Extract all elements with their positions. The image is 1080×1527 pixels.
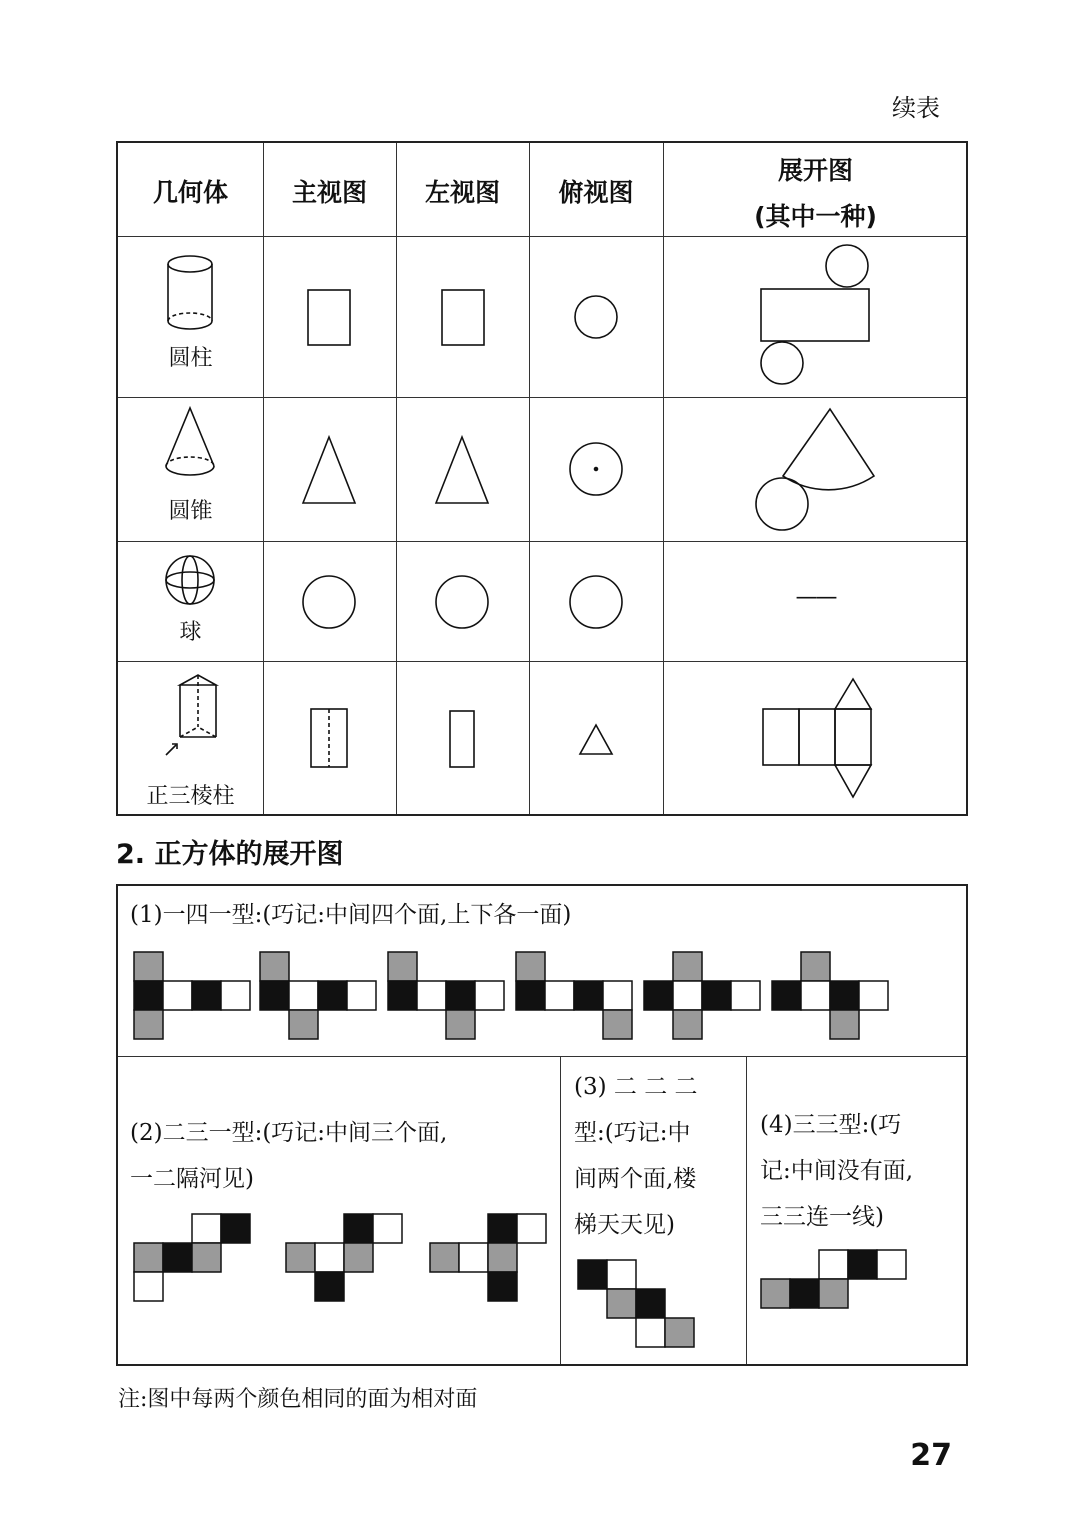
cube-face	[221, 981, 250, 1010]
net-4-1	[761, 1250, 906, 1308]
sphere-net-dash: ——	[795, 585, 836, 610]
label-cone: 圆锥	[168, 499, 213, 524]
cube-face	[315, 1243, 344, 1272]
cube-face	[388, 981, 417, 1010]
type3-line2: 型:(巧记:中	[574, 1120, 691, 1146]
sphere-left-circle	[436, 576, 488, 628]
cube-face	[801, 981, 830, 1010]
prism-top-triangle	[580, 725, 612, 754]
cube-face	[347, 981, 376, 1010]
cube-face	[260, 981, 289, 1010]
prism-net	[763, 679, 871, 797]
cube-face	[315, 1272, 344, 1301]
cube-face	[790, 1279, 819, 1308]
cube-face	[636, 1318, 665, 1347]
cube-face	[801, 952, 830, 981]
cube-face	[475, 981, 504, 1010]
continued-label: 续表	[892, 94, 940, 122]
net-2-2	[286, 1214, 402, 1301]
cube-face	[603, 1010, 632, 1039]
cube-face	[446, 1010, 475, 1039]
prism-left-rect	[450, 711, 474, 767]
cube-face	[877, 1250, 906, 1279]
net-1-1	[134, 952, 250, 1039]
type4-line3: 三三连一线)	[760, 1204, 884, 1230]
cube-face	[373, 1214, 402, 1243]
cube-face	[260, 952, 289, 981]
cube-face	[516, 952, 545, 981]
cube-face	[702, 981, 731, 1010]
cube-nets-table	[116, 884, 968, 1366]
cylinder-top-circle	[575, 296, 617, 338]
cylinder-net	[761, 245, 869, 384]
cube-face	[673, 981, 702, 1010]
type3-line4: 梯天天见)	[574, 1212, 675, 1238]
cube-face	[388, 952, 417, 981]
net-2-1	[134, 1214, 250, 1301]
cube-face	[603, 981, 632, 1010]
cube-face	[289, 1010, 318, 1039]
cube-nets-drawing	[118, 886, 968, 1366]
type2-line1: (2)二三一型:(巧记:中间三个面,	[130, 1120, 448, 1146]
cube-face	[673, 1010, 702, 1039]
cylinder-icon	[168, 256, 212, 329]
label-triangular-prism: 正三棱柱	[146, 784, 235, 809]
cube-face	[772, 981, 801, 1010]
cube-face	[134, 981, 163, 1010]
net-1-2	[260, 952, 376, 1039]
cube-face	[344, 1243, 373, 1272]
prism-front-view	[311, 709, 347, 767]
cube-face	[574, 981, 603, 1010]
type3-line1: (3) 二 二 二	[574, 1074, 698, 1100]
cube-face	[163, 981, 192, 1010]
header-net: 展开图	[777, 156, 853, 185]
cube-face	[644, 981, 673, 1010]
cube-face	[607, 1260, 636, 1289]
header-solid: 几何体	[152, 178, 228, 207]
header-left-view: 左视图	[424, 178, 500, 207]
cube-face	[192, 1214, 221, 1243]
cube-face	[134, 1272, 163, 1301]
net-3-1	[578, 1260, 694, 1347]
cube-face	[318, 981, 347, 1010]
note: 注:图中每两个颜色相同的面为相对面	[118, 1387, 478, 1412]
net-1-3	[388, 952, 504, 1039]
cone-icon	[166, 408, 214, 475]
type2-line2: 一二隔河见)	[130, 1166, 254, 1192]
net-1-5	[644, 952, 760, 1039]
cube-face	[517, 1214, 546, 1243]
cube-face	[289, 981, 318, 1010]
cube-face	[221, 1214, 250, 1243]
cylinder-row-figures	[118, 143, 968, 816]
cube-face	[830, 1010, 859, 1039]
cube-face	[578, 1260, 607, 1289]
sphere-front-circle	[303, 576, 355, 628]
cube-face	[134, 1243, 163, 1272]
cone-left-triangle	[436, 437, 488, 503]
solids-views-table	[116, 141, 968, 816]
cube-face	[192, 981, 221, 1010]
page-number: 27	[910, 1438, 952, 1473]
cube-face	[163, 1243, 192, 1272]
cube-face	[859, 981, 888, 1010]
cube-face	[459, 1243, 488, 1272]
cone-net	[756, 409, 874, 530]
cone-front-triangle	[303, 437, 355, 503]
section2-title: 2. 正方体的展开图	[116, 839, 344, 870]
sphere-icon	[166, 556, 214, 604]
cube-face	[430, 1243, 459, 1272]
cube-face	[731, 981, 760, 1010]
cube-face	[761, 1279, 790, 1308]
cube-face	[134, 952, 163, 981]
type4-line1: (4)三三型:(巧	[760, 1112, 902, 1138]
cube-face	[819, 1250, 848, 1279]
cube-face	[673, 952, 702, 981]
cube-face	[665, 1318, 694, 1347]
cube-face	[134, 1010, 163, 1039]
cube-face	[545, 981, 574, 1010]
cube-face	[636, 1289, 665, 1318]
label-cylinder: 圆柱	[168, 346, 213, 371]
cube-face	[848, 1250, 877, 1279]
header-net-sub: (其中一种)	[754, 202, 877, 231]
cylinder-left-rect	[442, 290, 484, 345]
cube-face	[607, 1289, 636, 1318]
triangular-prism-icon	[166, 675, 216, 755]
cube-face	[516, 981, 545, 1010]
cube-face	[830, 981, 859, 1010]
cube-face	[446, 981, 475, 1010]
type3-line3: 间两个面,楼	[574, 1166, 697, 1192]
cube-face	[192, 1243, 221, 1272]
cube-face	[488, 1214, 517, 1243]
cube-face	[488, 1243, 517, 1272]
cube-face	[417, 981, 446, 1010]
label-sphere: 球	[179, 620, 202, 645]
cube-face	[286, 1243, 315, 1272]
cube-face	[819, 1279, 848, 1308]
header-top-view: 俯视图	[558, 178, 634, 207]
cube-face	[488, 1272, 517, 1301]
net-2-3	[430, 1214, 546, 1301]
type4-line2: 记:中间没有面,	[760, 1158, 914, 1184]
cylinder-front-rect	[308, 290, 350, 345]
header-front-view: 主视图	[291, 178, 367, 207]
net-1-4	[516, 952, 632, 1039]
cube-face	[344, 1214, 373, 1243]
net-1-6	[772, 952, 888, 1039]
sphere-top-circle	[570, 576, 622, 628]
type1-text: (1)一四一型:(巧记:中间四个面,上下各一面)	[130, 902, 572, 928]
